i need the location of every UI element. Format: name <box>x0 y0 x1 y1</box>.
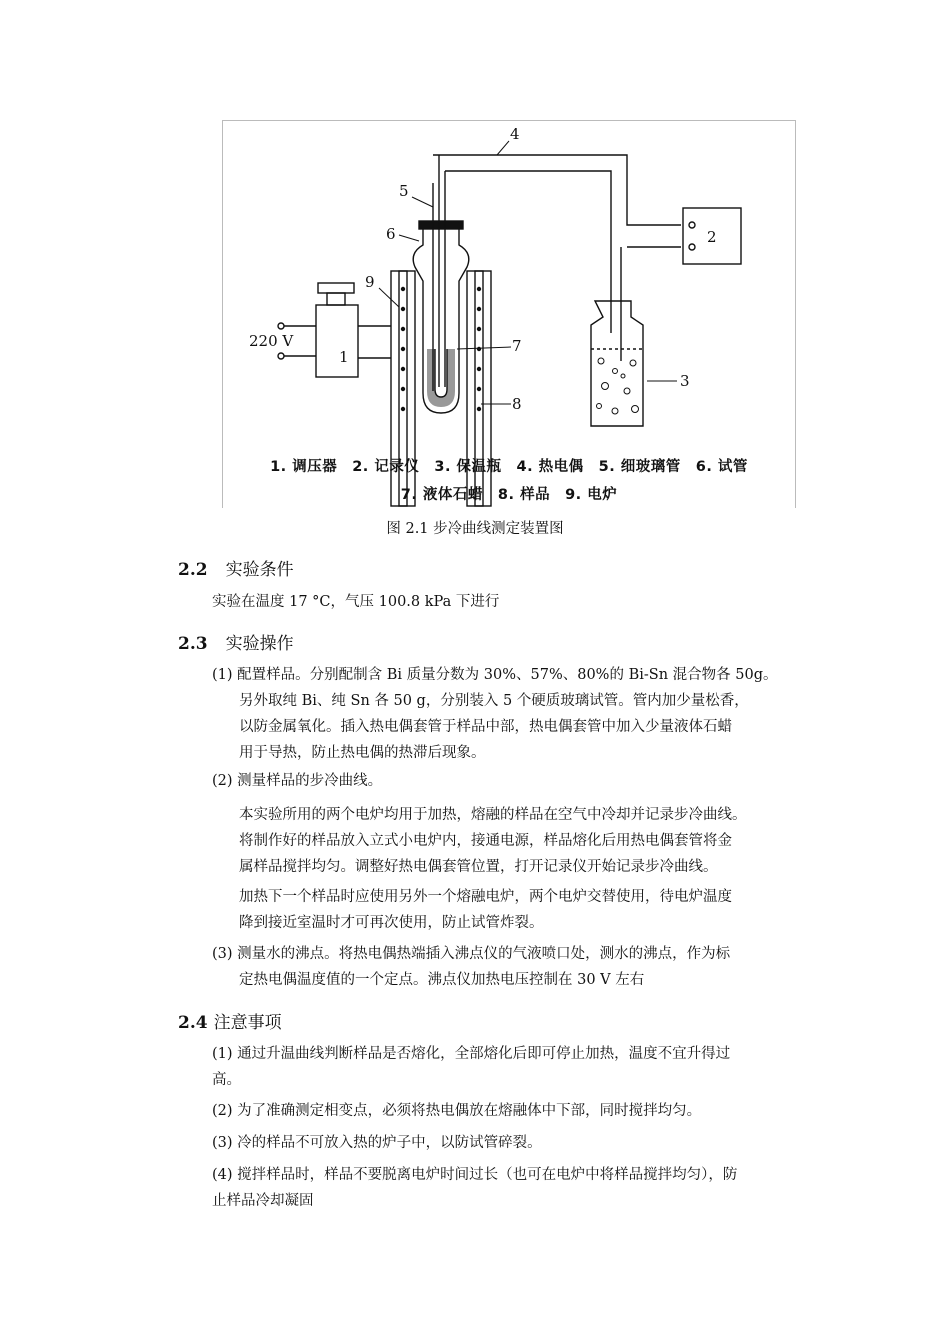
label-2: 2 <box>707 228 717 246</box>
label-5: 5 <box>399 182 409 200</box>
operation-item-2-para-1 <box>212 802 747 880</box>
section-title: 注意事项 <box>213 1013 282 1033</box>
figure-legend-line-1: 1. 调压器 2. 记录仪 3. 保温瓶 4. 热电偶 5. 细玻璃管 6. 试管 <box>270 459 748 475</box>
label-3: 3 <box>680 372 690 390</box>
label-7: 7 <box>512 337 522 355</box>
label-8: 8 <box>512 395 522 413</box>
voltage-label: 220 V <box>249 332 294 350</box>
section-heading-2-4 <box>178 1008 282 1033</box>
thermocouple <box>433 155 681 391</box>
item-line: 测量样品的步冷曲线。 <box>237 773 383 789</box>
section-heading-2-3 <box>178 629 294 654</box>
section-title: 实验操作 <box>225 634 294 654</box>
apparatus-figure <box>222 120 796 508</box>
figure-caption: 图 2.1 步冷曲线测定装置图 <box>386 521 564 537</box>
operation-item-1 <box>212 662 778 766</box>
note-line: 止样品冷却凝固 <box>212 1193 314 1209</box>
item-label: (1) <box>212 667 233 683</box>
label-9: 9 <box>365 273 375 291</box>
item-line: 用于导热，防止热电偶的热滞后现象。 <box>239 745 486 761</box>
note-line: (1) 通过升温曲线判断样品是否熔化，全部熔化后即可停止加热，温度不宜升得过 <box>212 1046 731 1062</box>
test-tube <box>413 221 469 413</box>
section-number: 2.4 <box>178 1013 208 1033</box>
item-line: 将制作好的样品放入立式小电炉内，接通电源，样品熔化后用热电偶套管将金 <box>239 833 732 849</box>
operation-item-2 <box>212 768 382 794</box>
note-item-4 <box>212 1162 737 1214</box>
label-4: 4 <box>510 125 520 143</box>
thermos-bottle <box>591 301 643 426</box>
note-line: (4) 搅拌样品时，样品不要脱离电炉时间过长（也可在电炉中将样品搅拌均匀），防 <box>212 1167 738 1183</box>
label-6: 6 <box>386 225 396 243</box>
conditions-text: 实验在温度 17 °C，气压 100.8 kPa 下进行 <box>212 594 500 610</box>
item-label: (2) <box>212 773 233 789</box>
item-label: (3) <box>212 946 233 962</box>
operation-item-3 <box>212 941 730 993</box>
leader-lines <box>379 141 677 404</box>
item-line: 属样品搅拌均匀。调整好热电偶套管位置，打开记录仪开始记录步冷曲线。 <box>239 859 718 875</box>
note-line: (3) 冷的样品不可放入热的炉子中，以防试管碎裂。 <box>212 1135 542 1151</box>
section-number: 2.2 <box>178 560 208 580</box>
note-item-1 <box>212 1041 730 1093</box>
note-item-2 <box>212 1098 701 1124</box>
note-line: 高。 <box>212 1072 241 1088</box>
item-line: 配置样品。分别配制含 Bi 质量分数为 30%、57%、80%的 Bi-Sn 混合物各 50g。 <box>237 667 778 683</box>
item-line: 测量水的沸点。将热电偶热端插入沸点仪的气液喷口处，测水的沸点，作为标 <box>237 946 731 962</box>
item-line: 定热电偶温度值的一个定点。沸点仪加热电压控制在 30 V 左右 <box>239 972 645 988</box>
figure-legend-line-2: 7. 液体石蜡 8. 样品 9. 电炉 <box>400 487 618 503</box>
voltage-regulator <box>278 283 391 377</box>
item-line: 加热下一个样品时应使用另外一个熔融电炉，两个电炉交替使用，待电炉温度 <box>239 889 732 905</box>
note-item-3 <box>212 1130 542 1156</box>
section-heading-2-2 <box>178 555 294 580</box>
label-1: 1 <box>339 348 349 366</box>
apparatus-diagram <box>223 121 797 509</box>
note-line: (2) 为了准确测定相变点，必须将热电偶放在熔融体中下部，同时搅拌均匀。 <box>212 1103 702 1119</box>
section-number: 2.3 <box>178 634 208 654</box>
section-title: 实验条件 <box>225 560 294 580</box>
item-line: 以防金属氧化。插入热电偶套管于样品中部，热电偶套管中加入少量液体石蜡 <box>239 719 732 735</box>
item-line: 本实验所用的两个电炉均用于加热，熔融的样品在空气中冷却并记录步冷曲线。 <box>239 807 747 823</box>
item-line: 降到接近室温时才可再次使用，防止试管炸裂。 <box>239 915 544 931</box>
operation-item-2-para-2 <box>212 884 732 936</box>
item-line: 另外取纯 Bi、纯 Sn 各 50 g，分别装入 5 个硬质玻璃试管。管内加少量松香， <box>239 693 749 709</box>
